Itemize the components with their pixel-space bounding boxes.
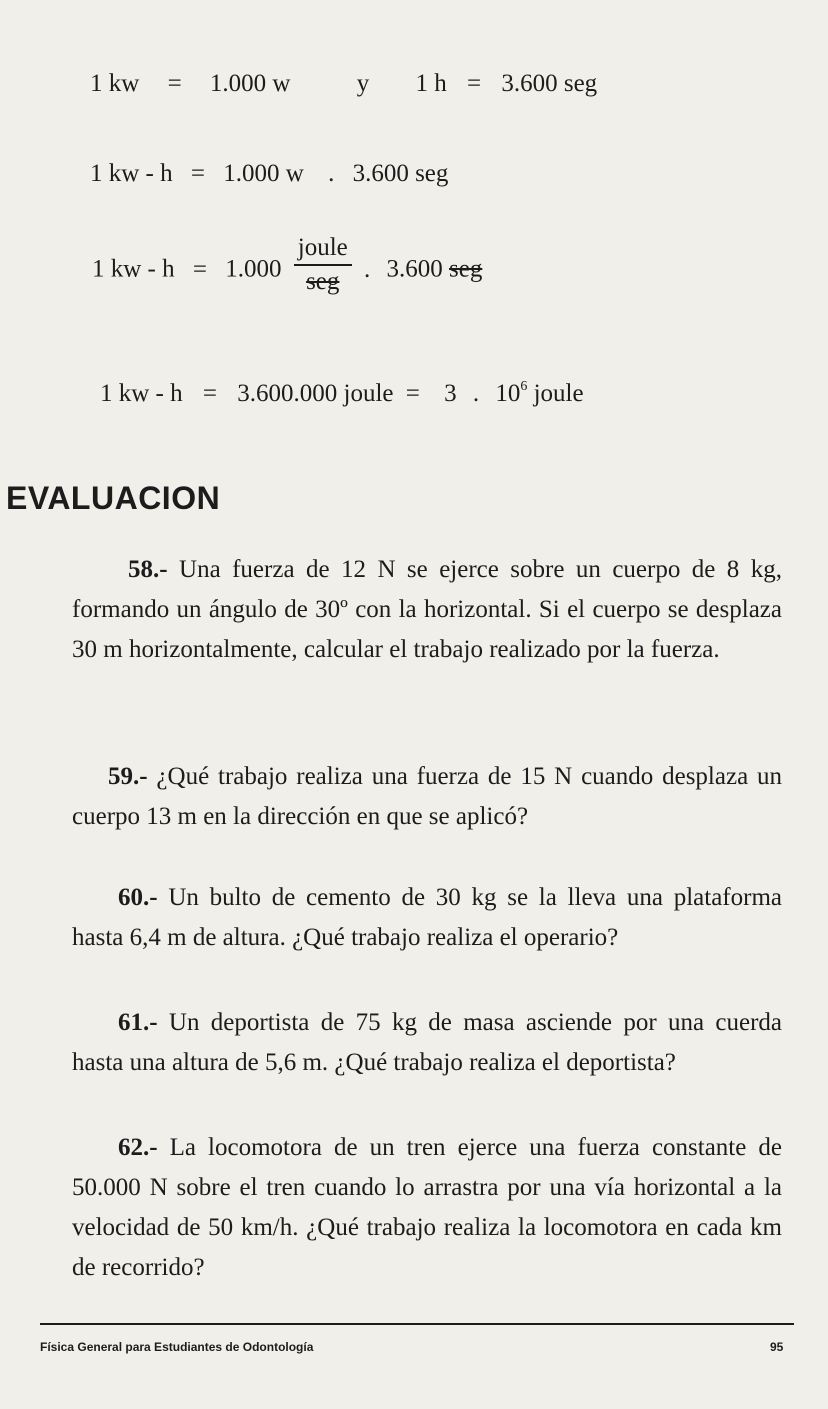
eq2-equals: =: [190, 160, 205, 187]
problem-text: Una fuerza de 12 N se ejerce sobre un cuerpo de 8 kg, formando un ángulo de 30º con la horizontal. Si el cuerpo se desplaza 30 m horizontalmente, calcular el trabajo realizado por la fuerza.: [72, 556, 782, 663]
eq1-term-a: 1 kw: [90, 70, 140, 97]
eq4-dot: .: [472, 380, 480, 407]
eq1-term-b: 1.000 w: [209, 70, 291, 97]
problem-number: 58.-: [128, 556, 168, 583]
eq4-term-e: joule: [533, 380, 584, 407]
problem-number: 59.-: [108, 763, 148, 790]
footer-book-title: Física General para Estudiantes de Odontología: [40, 1340, 314, 1354]
problem-60: [72, 878, 782, 958]
eq3-dot: .: [364, 255, 371, 283]
eq2-term-c: 3.600 seg: [352, 160, 449, 187]
eq2-dot: .: [328, 160, 335, 187]
equation-line-1: [90, 70, 597, 98]
footer-page-number: 95: [770, 1340, 784, 1354]
problem-62: [72, 1128, 782, 1288]
eq1-equals-1: =: [167, 70, 182, 97]
eq3-equals: =: [192, 255, 207, 283]
problem-number: 62.-: [118, 1134, 158, 1161]
eq3-term-b: 1.000: [225, 255, 282, 283]
eq3-fraction: [294, 234, 352, 296]
eq4-term-b: 3.600.000 joule: [237, 380, 394, 407]
eq4-exponent: 6: [520, 378, 528, 394]
eq1-conjunction: y: [356, 70, 370, 97]
equation-line-3: [92, 234, 483, 302]
problem-text: ¿Qué trabajo realiza una fuerza de 15 N cuando desplaza un cuerpo 13 m en la dirección en que se aplicó?: [72, 763, 782, 830]
eq3-fraction-denominator: seg: [306, 268, 340, 295]
eq3-fraction-numerator: joule: [294, 234, 352, 266]
problem-number: 61.-: [118, 1009, 158, 1036]
problem-61: [72, 1003, 782, 1083]
footer-divider: [40, 1323, 794, 1325]
eq1-term-c: 1 h: [415, 70, 447, 97]
eq3-term-c: 3.600: [386, 255, 443, 283]
problem-58: [72, 550, 782, 670]
eq2-term-a: 1 kw - h: [90, 160, 173, 187]
problem-text: La locomotora de un tren ejerce una fuerza constante de 50.000 N sobre el tren cuando lo arrastra por una vía horizontal a la velocidad de 50 km/h. ¿Qué trabajo realiza la locomotora en cada km de recorrido?: [72, 1134, 783, 1281]
eq4-equals-2: =: [405, 380, 420, 407]
eq4-term-a: 1 kw - h: [100, 380, 183, 407]
eq4-term-c: 3: [444, 380, 457, 407]
equation-line-4: [100, 380, 584, 408]
eq3-term-a: 1 kw - h: [92, 255, 175, 283]
problem-number: 60.-: [118, 884, 158, 911]
eq1-equals-2: =: [466, 70, 482, 97]
problem-59: [72, 757, 782, 837]
eq3-term-d-cancelled: seg: [449, 255, 483, 283]
eq2-term-b: 1.000 w: [223, 160, 304, 187]
eq1-term-d: 3.600 seg: [501, 70, 598, 97]
eq4-term-d: 10: [495, 380, 521, 407]
eq4-equals-1: =: [202, 380, 217, 407]
section-heading: EVALUACION: [6, 480, 221, 516]
equation-line-2: [90, 160, 448, 188]
problem-text: Un bulto de cemento de 30 kg se la lleva una plataforma hasta 6,4 m de altura. ¿Qué trabajo realiza el operario?: [72, 884, 782, 951]
problem-text: Un deportista de 75 kg de masa asciende por una cuerda hasta una altura de 5,6 m. ¿Qué trabajo realiza el deportista?: [72, 1009, 783, 1076]
